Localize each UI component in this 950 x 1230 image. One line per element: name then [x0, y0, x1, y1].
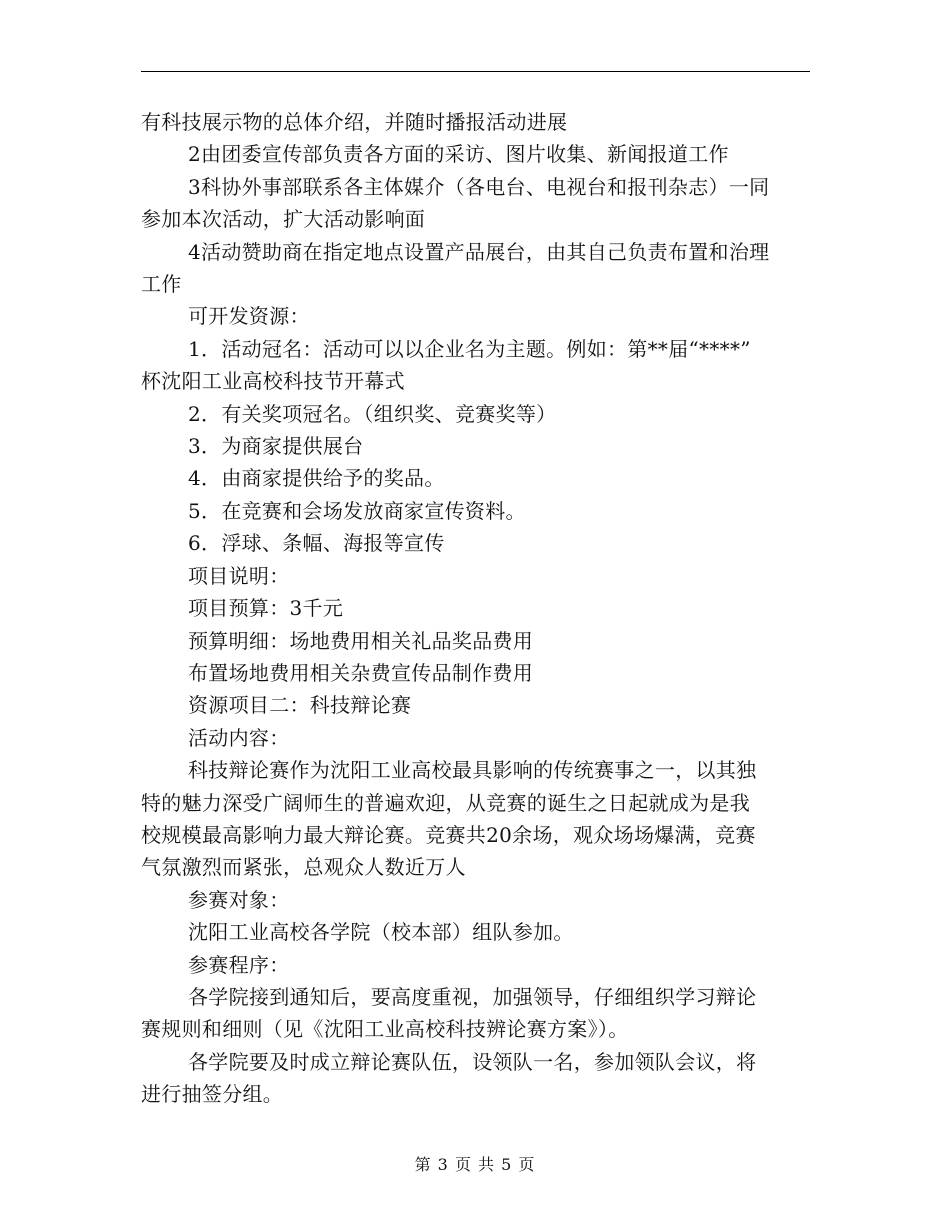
text-line: 赛规则和细则（见《沈阳工业高校科技辨论赛方案》）。 — [141, 1017, 629, 1042]
text-line: 各学院接到通知后，要高度重视，加强领导，仔细组织学习辩论 — [188, 984, 757, 1009]
text-line: 杯沈阳工业高校科技节开幕式 — [141, 369, 405, 394]
text-line: 3．为商家提供展台 — [188, 434, 364, 459]
text-line: 3科协外事部联系各主体媒介（各电台、电视台和报刊杂志）一同 — [188, 174, 770, 199]
text-line: 参赛程序： — [188, 952, 290, 977]
text-line: 资源项目二：科技辩论赛 — [188, 693, 412, 718]
text-line: 2由团委宣传部负责各方面的采访、图片收集、新闻报道工作 — [188, 142, 729, 167]
text-line: 校规模最高影响力最大辩论赛。竞赛共20余场，观众场场爆满，竞赛 — [141, 822, 756, 847]
text-line: 有科技展示物的总体介绍，并随时播报活动进展 — [141, 110, 568, 134]
text-line: 工作 — [141, 272, 182, 297]
text-line: 特的魅力深受广阔师生的普遍欢迎，从竞赛的诞生之日起就成为是我 — [141, 790, 750, 815]
text-line: 1．活动冠名：活动可以以企业名为主题。例如：第**届“****” — [188, 336, 751, 361]
text-line: 4活动赞助商在指定地点设置产品展台，由其自己负责布置和治理 — [188, 239, 770, 264]
text-line: 气氛激烈而紧张，总观众人数近万人 — [141, 855, 466, 880]
text-line: 活动内容： — [188, 725, 290, 750]
text-line: 参加本次活动，扩大活动影响面 — [141, 207, 426, 232]
text-line: 预算明细：场地费用相关礼品奖品费用 — [188, 628, 534, 653]
text-line: 4．由商家提供给予的奖品。 — [188, 466, 445, 491]
text-line: 参赛对象： — [188, 887, 290, 912]
text-line: 可开发资源： — [188, 304, 310, 329]
header-rule — [141, 71, 810, 72]
text-line: 5．在竞赛和会场发放商家宣传资料。 — [188, 498, 526, 523]
text-line: 布置场地费用相关杂费宣传品制作费用 — [188, 660, 534, 685]
text-line: 各学院要及时成立辩论赛队伍，设领队一名，参加领队会议，将 — [188, 1049, 757, 1074]
text-line: 进行抽签分组。 — [141, 1082, 284, 1107]
document-body — [141, 106, 810, 1111]
text-line: 项目预算：3千元 — [188, 596, 344, 621]
text-line: 科技辩论赛作为沈阳工业高校最具影响的传统赛事之一，以其独 — [188, 758, 757, 783]
text-line: 沈阳工业高校各学院（校本部）组队参加。 — [188, 920, 574, 945]
text-line: 项目说明： — [188, 563, 290, 588]
text-line: 6．浮球、条幅、海报等宣传 — [188, 531, 445, 556]
text-line: 2．有关奖项冠名。（组织奖、竞赛奖等） — [188, 401, 557, 426]
page-footer: 第 3 页 共 5 页 — [414, 1155, 536, 1174]
